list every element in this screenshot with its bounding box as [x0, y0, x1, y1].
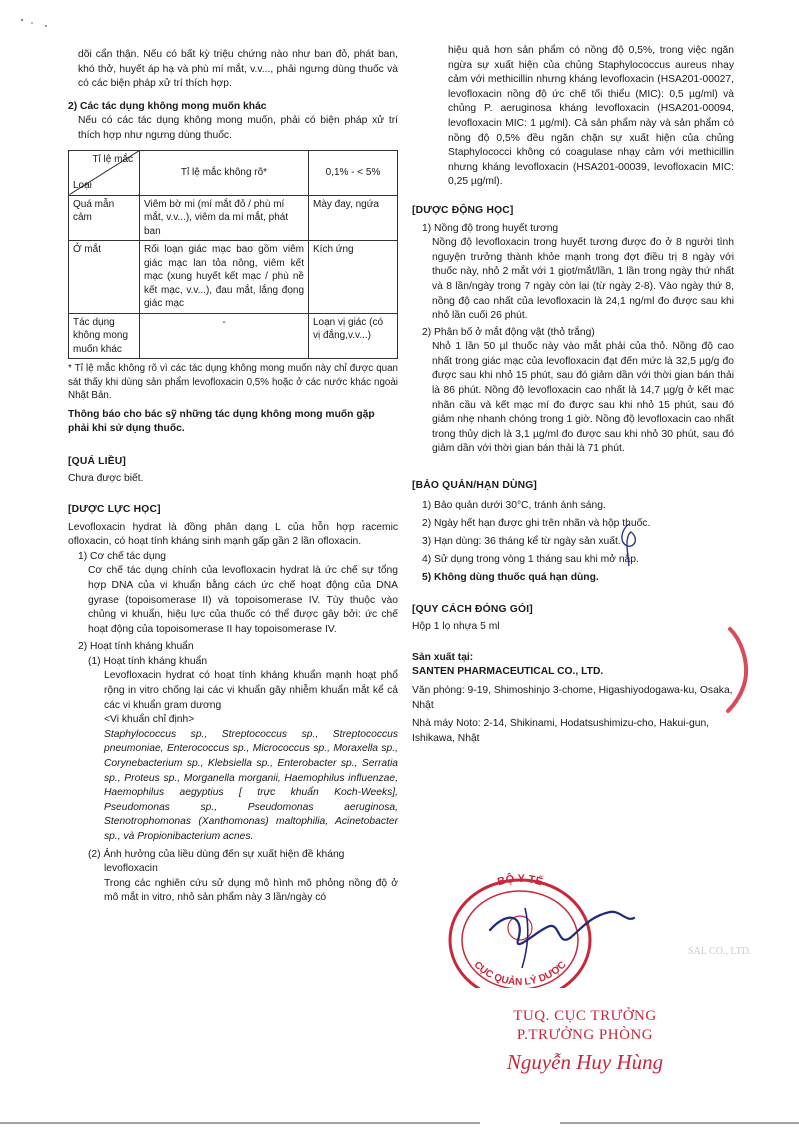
- official-stamp: [430, 868, 640, 988]
- table-row: [69, 195, 398, 241]
- plasma-concentration-heading: 1) Nồng độ trong huyết tương: [422, 222, 559, 234]
- pharmacokinetics-heading: [DƯỢC ĐỘNG HỌC]: [412, 204, 514, 216]
- notify-doctor-notice: Thông báo cho bác sỹ những tác dụng không mong muốn gặp phải khi sử dụng thuốc.: [68, 408, 375, 435]
- table-header-rate: 0,1% - < 5%: [309, 150, 398, 195]
- antibacterial-activity-sub-heading: (1) Hoạt tính kháng khuẩn: [88, 655, 208, 667]
- manufacturer-factory: Nhà máy Noto: 2-14, Shikinami, Hodatsushimizu-cho, Hakui-gun, Ishikawa, Nhật: [412, 718, 710, 744]
- antibacterial-activity-heading: 2) Hoạt tính kháng khuẩn: [78, 641, 194, 653]
- storage-item: 5) Không dùng thuốc quá hạn dùng.: [422, 571, 599, 583]
- storage-item: 3) Hạn dùng: 36 tháng kể từ ngày sản xuất.: [422, 535, 621, 547]
- packaging-text: Hộp 1 lọ nhựa 5 ml: [412, 621, 500, 633]
- red-edge-mark: [720, 625, 760, 715]
- ocular-distribution-text: Nhỏ 1 lần 50 µl thuốc này vào mắt phải của thỏ. Nồng độ cao nhất trong giác mạc của levofloxacin đạt đến mức là 32,5 µg/g đo được sau khi nhỏ 15 phút, sau đó giảm dần với thời gian bán thải là 86 phút. Nồng độ levofloxacin cao nhất là 14,7 µg/g ở kết mạc nhãn cầu và kết mạc mí đo được sau khi nhỏ 15 phút, sau đó giảm nhẹ nhanh chóng trong 1 giờ. Nồng độ levofloxacin cao nhất trong thủy dịch là 3,1 µg/ml đo được sau khi nhỏ 30 phút, sau đó giảm dần với thời gian bán thải là 71 phút.: [432, 341, 734, 455]
- resistance-continuation-text: hiệu quả hơn sản phẩm có nồng độ 0,5%, trong việc ngăn ngừa sự xuất hiện của chủng Staphylococcus aureus nhạy cảm với methicillin nhưng kháng levofloxacin (HSA201-00027, levofloxacin nồng độ ức chế tối thiểu (MIC): 0,5 µg/ml) và chủng P. aeruginosa kháng levofloxacin (HSA201-00094, levofloxacin MIC: 1 µg/ml). Cả sản phẩm này và sản phẩm có nồng độ 0,5% đều ngăn chặn sự xuất hiện của chủng Staphylococci không có coagulase nhạy cảm với methicillin nhưng kháng levofloxacin (HSA201-00039, levofloxacin MIC: 0,25 µg/ml).: [448, 45, 734, 188]
- table-corner-cell: [69, 150, 140, 195]
- scan-speck-marks: [18, 12, 58, 32]
- signer-title-1: TUQ. CỤC TRƯỞNG: [513, 1008, 657, 1024]
- faded-stamp-text: SAL CO., LTD.: [688, 946, 752, 957]
- manufacturer-name: SANTEN PHARMACEUTICAL CO., LTD.: [412, 666, 604, 678]
- table-row: [69, 313, 398, 359]
- storage-item: 2) Ngày hết hạn được ghi trên nhãn và hộp thuốc.: [422, 517, 651, 529]
- indicated-bacteria-list: Staphylococcus sp., Streptococcus sp., Streptococcus pneumoniae, Enterococcus sp., Micrococcus sp., Moraxella sp., Corynebacterium sp., Klebsiella sp., Enterobacter sp., Serratia sp., Proteus sp., Morganella morganii, Haemophilus influenzae, Haemophilus aegyptius [ trực khuẩn Koch-Weeks], Pseudomonas sp., Pseudomonas aeruginosa, Stenotrophomonas (Xanthomonas) maltophilia, Acinetobacter sp., và Propionibacterium acnes.: [104, 728, 398, 842]
- manufacturer-heading: Sản xuất tại:: [412, 651, 474, 663]
- signature-block: [470, 1008, 700, 1075]
- packaging-heading: [QUY CÁCH ĐÓNG GÓI]: [412, 603, 533, 615]
- table-cell-type: Ở mắt: [69, 241, 140, 314]
- adverse-effects-table: [68, 150, 398, 360]
- table-cell-rate: Kích ứng: [309, 241, 398, 314]
- svg-text:CỤC QUẢN LÝ DƯỢC: [472, 960, 569, 988]
- right-column: [412, 45, 734, 746]
- antibacterial-activity-text: Levofloxacin hydrat có hoạt tính kháng khuẩn mạnh hoạt phổ rộng in vitro chống lại các vi khuẩn gây nhiễm khuẩn mắt kể cả các vi khuẩn gram dương: [104, 670, 398, 711]
- table-row: [69, 241, 398, 314]
- table-footnote: * Tỉ lệ mắc không rõ vì các tác dụng không mong muốn này chỉ được quan sát thấy khi dùng sản phẩm levofloxacin 0,5% hoặc ở các nước khác ngoài Nhật Bản.: [68, 363, 398, 402]
- table-cell-type: Quá mẫn cảm: [69, 195, 140, 241]
- manufacturer-office: Văn phòng: 9-19, Shimoshinjo 3-chome, Higashiyodogawa-ku, Osaka, Nhật: [412, 685, 733, 711]
- ocular-distribution-heading: 2) Phân bố ở mắt động vật (thỏ trắng): [422, 326, 595, 338]
- bottom-edge-line: [0, 1121, 799, 1129]
- overdose-heading: [QUÁ LIỀU]: [68, 455, 127, 467]
- other-adverse-effects-text: Nếu có các tác dụng không mong muốn, phải có biện pháp xử trí thích hợp như ngưng dùng thuốc.: [78, 115, 398, 141]
- storage-item: 4) Sử dụng trong vòng 1 tháng sau khi mở nắp.: [422, 553, 639, 565]
- resistance-dose-text: Trong các nghiên cứu sử dụng mô hình mô phỏng nồng độ ở mô mắt in vitro, nhỏ sản phẩm này 3 lần/ngày có: [104, 877, 398, 904]
- table-cell-rate: Loạn vị giác (có vị đắng,v.v...): [309, 313, 398, 359]
- overdose-text: Chưa được biết.: [68, 473, 144, 485]
- table-corner-bottom: Loại: [73, 180, 92, 192]
- mechanism-text: Cơ chế tác dụng chính của levofloxacin hydrat là ức chế sự tổng hợp DNA của vi khuẩn bằng cách ức chế hoạt động của DNA gyrase (topoisomerase II) và topoisomerase IV. Tùy thuộc vào chủng vi khuẩn, hiệu lực của thuốc có thể được gây bởi: ức chế hoạt động của topoisomerase II hay topoisomerase IV.: [88, 565, 398, 635]
- handwritten-mark-icon: [615, 520, 645, 570]
- resistance-dose-heading: (2) Ảnh hưởng của liều dùng đến sự xuất hiện đề kháng levofloxacin: [88, 848, 345, 875]
- pharmacodynamics-intro: Levofloxacin hydrat là đồng phân dạng L của hỗn hợp racemic ofloxacin, có hoạt tính kháng sinh mạnh gấp gần 2 lần ofloxacin.: [68, 521, 398, 548]
- stamp-text-bottom: CỤC QUẢN LÝ DƯỢC: [471, 959, 569, 988]
- pharmacodynamics-heading: [DƯỢC LỰC HỌC]: [68, 503, 161, 515]
- plasma-concentration-text: Nồng độ levofloxacin trong huyết tương được đo ở 8 người tình nguyện trưởng thành khỏe mạnh trong đợt điều trị 8 ngày với thuốc này, nhỏ 2 mắt với 1 giọt/mắt/lần, 1 lần trong ngày thứ nhất và 8 lần/ngày trong 7 ngày còn lại (từ ngày 2-8). Vào ngày thứ 8, nồng độ cao nhất của levofloxacin là 24,1 ng/ml đo được sau khi nhỏ lần cuối 26 phút.: [432, 237, 734, 322]
- signer-name: Nguyễn Huy Hùng: [506, 1050, 664, 1074]
- table-header-unknown: Tỉ lệ mắc không rõ*: [140, 150, 309, 195]
- svg-text:BỘ Y TẾ: [496, 872, 544, 888]
- other-adverse-effects-heading: 2) Các tác dụng không mong muốn khác: [68, 100, 267, 112]
- table-cell-unknown: -: [140, 313, 309, 359]
- signer-title-2: P.TRƯỞNG PHÒNG: [516, 1027, 654, 1043]
- storage-heading: [BẢO QUẢN/HẠN DÙNG]: [412, 480, 538, 492]
- table-cell-unknown: Rối loạn giác mạc bao gồm viêm giác mạc lan tỏa nông, viêm kết mạc (xung huyết kết mạc / phù nề kết mạc, v.v...), đau mắt, lắng đọng giác mạc: [140, 241, 309, 314]
- mechanism-heading: 1) Cơ chế tác dụng: [78, 550, 167, 562]
- indicated-bacteria-heading: <Vi khuẩn chỉ định>: [104, 714, 195, 726]
- table-cell-type: Tác dụng không mong muốn khác: [69, 313, 140, 359]
- storage-item: 1) Bảo quản dưới 30°C, tránh ánh sáng.: [422, 499, 606, 511]
- table-corner-top: Tỉ lệ mắc: [92, 153, 133, 165]
- stamp-text-top: BỘ Y TẾ: [496, 872, 544, 889]
- signature-stroke: [490, 912, 634, 944]
- left-column: [68, 48, 398, 906]
- table-cell-rate: Mày đay, ngứa: [309, 195, 398, 241]
- allergy-continuation-text: dõi cẩn thận. Nếu có bất kỳ triệu chứng nào như ban đỏ, phát ban, khó thở, huyết áp hạ và phù mí mắt, v.v..., phải ngưng dùng thuốc và có các biện pháp xử trí thích hợp.: [78, 49, 398, 90]
- table-cell-unknown: Viêm bờ mi (mí mắt đỏ / phù mí mắt, v.v...), viêm da mí mắt, phát ban: [140, 195, 309, 241]
